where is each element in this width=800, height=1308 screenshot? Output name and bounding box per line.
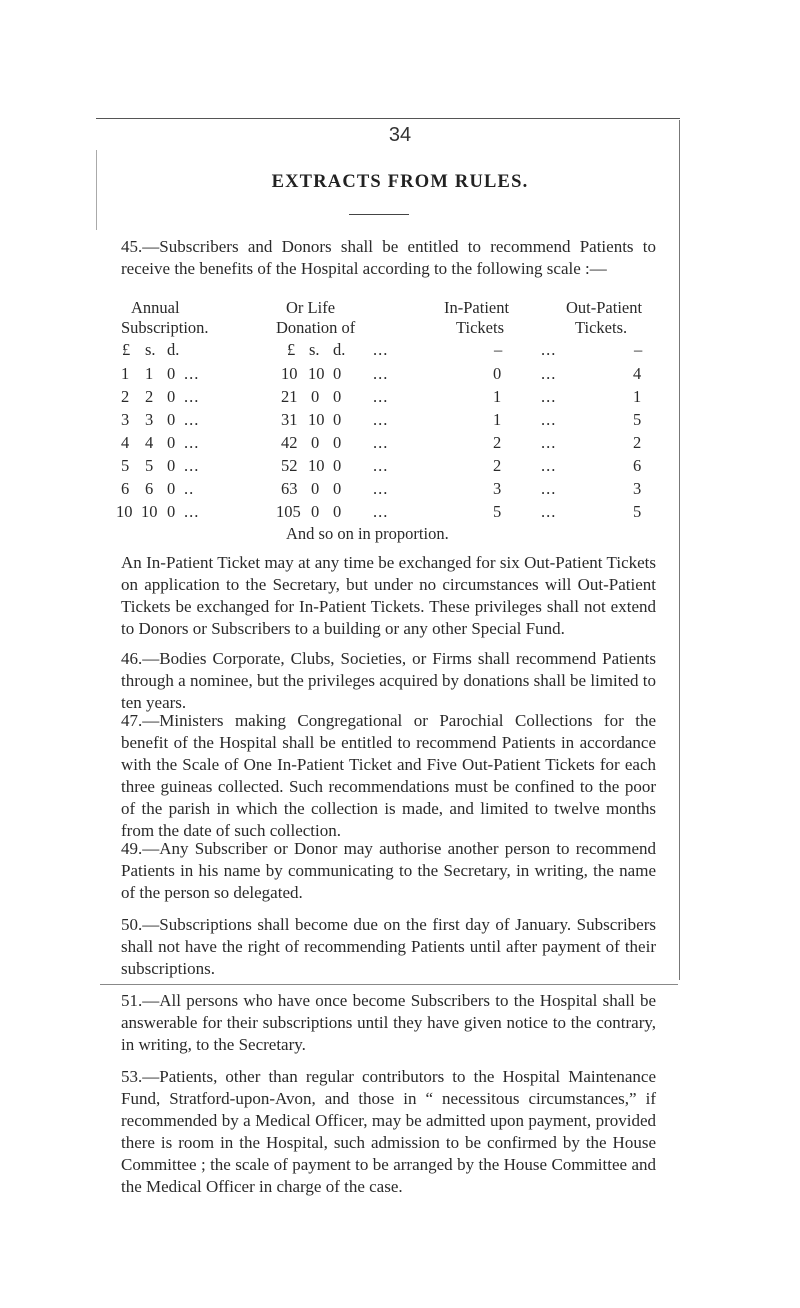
life-shillings: 0 xyxy=(311,479,320,498)
annual-pence: 0 xyxy=(167,433,176,452)
leader-dots: ... xyxy=(373,433,389,452)
inpatient-tickets: 2 xyxy=(493,456,502,475)
inpatient-tickets: 1 xyxy=(493,387,502,406)
leader-dots: .. xyxy=(184,479,195,498)
life-pounds: 10 xyxy=(281,364,298,383)
rule-45-exchange: An In-Patient Ticket may at any time be exchanged for six Out-Patient Tickets on application to the Secretary, but under no circumstances will Out-Patient Tickets be exchanged for In-Patient Tickets. These privileges shall not extend to Donors or Subscribers to a building or any other Special Fund. xyxy=(121,553,656,638)
outpatient-tickets: 6 xyxy=(633,456,642,475)
rule-51: 51.—All persons who have once become Subscribers to the Hospital shall be answerable for their subscriptions until they have given notice to the contrary, in writing, to the Secretary. xyxy=(121,991,656,1054)
col-annual-line2: Subscription. xyxy=(121,318,209,337)
leader-dots: ... xyxy=(541,340,557,359)
inpatient-tickets: 2 xyxy=(493,433,502,452)
annual-pence: 0 xyxy=(167,364,176,383)
life-pence: 0 xyxy=(333,456,342,475)
leader-dots: ... xyxy=(184,456,200,475)
leader-dots: ... xyxy=(373,456,389,475)
page-border-top xyxy=(96,118,680,119)
page-number: 34 xyxy=(388,124,412,146)
unit-pence: d. xyxy=(167,340,180,359)
col-inpatient-line1: In-Patient xyxy=(444,298,510,317)
unit-dash: – xyxy=(494,340,503,359)
rule-45-intro: 45.—Subscribers and Donors shall be entitled to recommend Patients to receive the benefits of the Hospital according to the following scale :— xyxy=(121,237,656,278)
rule-46: 46.—Bodies Corporate, Clubs, Societies, or Firms shall recommend Patients through a nominee, but the privileges acquired by donations shall be limited to ten years. xyxy=(121,649,656,712)
unit-shilling: s. xyxy=(309,340,320,359)
unit-pound: £ xyxy=(287,340,296,359)
life-pounds: 105 xyxy=(276,502,301,521)
leader-dots: ... xyxy=(541,502,557,521)
leader-dots: ... xyxy=(541,387,557,406)
outpatient-tickets: 4 xyxy=(633,364,642,383)
inpatient-tickets: 3 xyxy=(493,479,502,498)
life-pence: 0 xyxy=(333,364,342,383)
annual-pounds: 2 xyxy=(121,387,130,406)
annual-pence: 0 xyxy=(167,410,176,429)
leader-dots: ... xyxy=(184,387,200,406)
annual-pounds: 4 xyxy=(121,433,130,452)
col-outpatient-line2: Tickets. xyxy=(575,318,628,337)
life-pounds: 31 xyxy=(281,410,298,429)
unit-pound: £ xyxy=(122,340,131,359)
life-shillings: 10 xyxy=(308,364,325,383)
leader-dots: ... xyxy=(184,410,200,429)
rule-50: 50.—Subscriptions shall become due on the first day of January. Subscribers shall not have the right of recommending Patients until after payment of their subscriptions. xyxy=(121,915,656,978)
leader-dots: ... xyxy=(541,410,557,429)
leader-dots: ... xyxy=(373,340,389,359)
col-inpatient-line2: Tickets xyxy=(456,318,504,337)
leader-dots: ... xyxy=(184,364,200,383)
leader-dots: ... xyxy=(184,502,200,521)
annual-shillings: 10 xyxy=(141,502,158,521)
rule-47: 47.—Ministers making Congregational or Parochial Collections for the benefit of the Hospital shall be entitled to recommend Patients in accordance with the Scale of One In-Patient Ticket and Five Out-Patient Tickets for each three guineas collected. Such recommendations must be confined to the poor of the parish in which the collection is made, and limited to twelve months from the date of such collection. xyxy=(121,711,656,840)
leader-dots: ... xyxy=(373,387,389,406)
life-pounds: 52 xyxy=(281,456,298,475)
page-border-bottom xyxy=(100,984,678,985)
inpatient-tickets: 5 xyxy=(493,502,502,521)
annual-shillings: 3 xyxy=(145,410,154,429)
scale-table xyxy=(116,298,661,543)
life-shillings: 0 xyxy=(311,502,320,521)
leader-dots: ... xyxy=(184,433,200,452)
annual-pence: 0 xyxy=(167,502,176,521)
col-annual-line1: Annual xyxy=(131,298,180,317)
rule-49: 49.—Any Subscriber or Donor may authorise another person to recommend Patients in his name by communicating to the Secretary, in writing, the name of the person so delegated. xyxy=(121,839,656,902)
leader-dots: ... xyxy=(541,479,557,498)
life-pounds: 21 xyxy=(281,387,298,406)
leader-dots: ... xyxy=(541,364,557,383)
annual-pence: 0 xyxy=(167,387,176,406)
life-pence: 0 xyxy=(333,433,342,452)
inpatient-tickets: 1 xyxy=(493,410,502,429)
leader-dots: ... xyxy=(373,479,389,498)
col-life-line1: Or Life xyxy=(286,298,336,317)
unit-dash: – xyxy=(634,340,643,359)
rule-53: 53.—Patients, other than regular contributors to the Hospital Maintenance Fund, Stratford-upon-Avon, and those in “ necessitous circumstances,” if recommended by a Medical Officer, may be admitted upon payment, provided there is room in the Hospital, such admission to be confirmed by the House Committee ; the scale of payment to be arranged by the House Committee and the Medical Officer in charge of the case. xyxy=(121,1067,656,1196)
leader-dots: ... xyxy=(373,364,389,383)
life-pence: 0 xyxy=(333,479,342,498)
annual-pounds: 1 xyxy=(121,364,130,383)
life-pence: 0 xyxy=(333,502,342,521)
unit-shilling: s. xyxy=(145,340,156,359)
leader-dots: ... xyxy=(541,456,557,475)
annual-shillings: 2 xyxy=(145,387,154,406)
scale-footer: And so on in proportion. xyxy=(286,524,449,543)
annual-shillings: 6 xyxy=(145,479,154,498)
outpatient-tickets: 5 xyxy=(633,410,642,429)
annual-shillings: 1 xyxy=(145,364,154,383)
life-pounds: 42 xyxy=(281,433,298,452)
annual-pence: 0 xyxy=(167,456,176,475)
annual-pounds: 6 xyxy=(121,479,130,498)
annual-shillings: 4 xyxy=(145,433,154,452)
leader-dots: ... xyxy=(373,502,389,521)
outpatient-tickets: 2 xyxy=(633,433,642,452)
col-outpatient-line1: Out-Patient xyxy=(566,298,643,317)
annual-pounds: 10 xyxy=(116,502,133,521)
outpatient-tickets: 3 xyxy=(633,479,642,498)
leader-dots: ... xyxy=(373,410,389,429)
annual-shillings: 5 xyxy=(145,456,154,475)
life-pence: 0 xyxy=(333,387,342,406)
annual-pounds: 3 xyxy=(121,410,130,429)
outpatient-tickets: 1 xyxy=(633,387,642,406)
leader-dots: ... xyxy=(541,433,557,452)
life-pounds: 63 xyxy=(281,479,298,498)
page-border-right xyxy=(679,120,680,980)
life-shillings: 10 xyxy=(308,410,325,429)
inpatient-tickets: 0 xyxy=(493,364,502,383)
outpatient-tickets: 5 xyxy=(633,502,642,521)
life-pence: 0 xyxy=(333,410,342,429)
heading-rule xyxy=(349,214,409,215)
life-shillings: 0 xyxy=(311,433,320,452)
annual-pounds: 5 xyxy=(121,456,130,475)
annual-pence: 0 xyxy=(167,479,176,498)
col-life-line2: Donation of xyxy=(276,318,356,337)
unit-pence: d. xyxy=(333,340,346,359)
life-shillings: 10 xyxy=(308,456,325,475)
life-shillings: 0 xyxy=(311,387,320,406)
page-heading: EXTRACTS FROM RULES. xyxy=(271,172,529,192)
